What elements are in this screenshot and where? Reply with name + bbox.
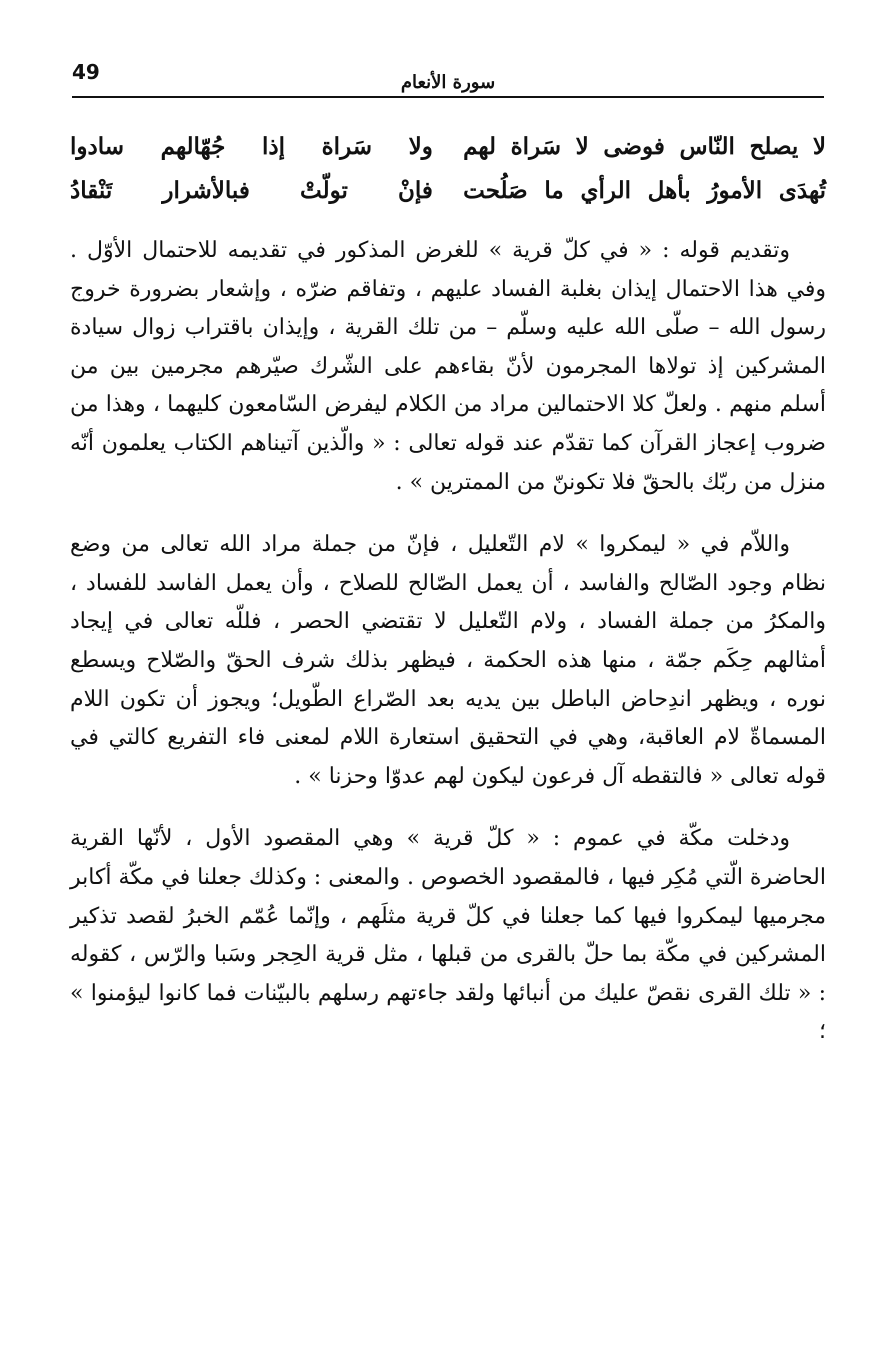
- paragraph-2: واللاّم في « ليمكروا » لام التّعليل ، فإنّ من جملة مراد الله تعالى من وضع نظام وجود الصّالح والفاسد ، أن يعمل الصّالح للصلاح ، وأن يعمل الفاسد للفساد ، والمكرُ من جملة الفساد ، ولام التّعليل لا تقتضي الحصر ، فللّه تعالى في إيجاد أمثالهم حِكَم جمّة ، منها هذه الحكمة ، فيظهر بذلك شرف الحقّ والصّلاح ويسطع نوره ، ويظهر اندِحاض الباطل بين يديه بعد الصّراع الطّويل؛ ويجوز أن تكون اللام المسماةّ لام العاقبة، وهي في التحقيق استعارة اللام لمعنى فاء التفريع كالتي في قوله تعالى « فالتقطه آل فرعون ليكون لهم عدوّا وحزنا » .: [70, 532, 826, 789]
- second-hemistich: ولا سَراة إذا جُهّالهم سادوا: [70, 132, 433, 160]
- paragraph-1: وتقديم قوله : « في كلّ قرية » للغرض المذكور في تقديمه للاحتمال الأوّل . وفي هذا الاحتمال إيذان بغلبة الفساد عليهم ، وتفاقم ضرّه ، وإشعار بضرورة خروج رسول الله – صلّى الله عليه وسلّم – من تلك القرية ، وإيذان باقتراب زوال سيادة المشركين إذ تولاها المجرمون لأنّ بقاءهم على الشّرك صيّرهم مجرمين بين من أسلم منهم . ولعلّ كلا الاحتمالين مراد من الكلام ليفرض السّامعون كليهما ، وهذا من ضروب إعجاز القرآن كما تقدّم عند قوله تعالى : « والّذين آتيناهم الكتاب يعلمون أنّه منزل من ربّك بالحقّ فلا تكوننّ من الممترين » .: [70, 238, 826, 495]
- running-title: سورة الأنعام: [400, 72, 496, 93]
- header-rule: [72, 96, 824, 98]
- verse-line-2: [70, 168, 826, 212]
- page-header: [72, 58, 824, 98]
- first-hemistich: لا يصلح النّاس فوضى لا سَراة لهم: [463, 132, 826, 160]
- poem-block: [70, 124, 826, 212]
- page-number: 49: [72, 60, 100, 84]
- paragraph-3: ودخلت مكّة في عموم : « كلّ قرية » وهي المقصود الأول ، لأنّها القرية الحاضرة الّتي مُكِر فيها ، فالمقصود الخصوص . والمعنى : وكذلك جعلنا في مكّة أكابر مجرميها ليمكروا فيها كما جعلنا في كلّ قرية مثلَهم ، وإنّما عُمّم الخبرُ لقصد تذكير المشركين في مكّة بما حلّ بالقرى من قبلها ، مثل قرية الحِجر وسَبا والرّس ، كقوله : « تلك القرى نقصّ عليك من أنبائها ولقد جاءتهم رسلهم بالبيّنات فما كانوا ليؤمنوا » ؛: [69, 826, 826, 1045]
- verse-line-1: [70, 124, 826, 168]
- body-text: [70, 232, 826, 1076]
- second-hemistich: فإنْ تولّتْ فبالأشرار تَنْقادُ: [70, 176, 433, 204]
- first-hemistich: تُهدَى الأمورُ بأهل الرأي ما صَلُحت: [463, 176, 826, 204]
